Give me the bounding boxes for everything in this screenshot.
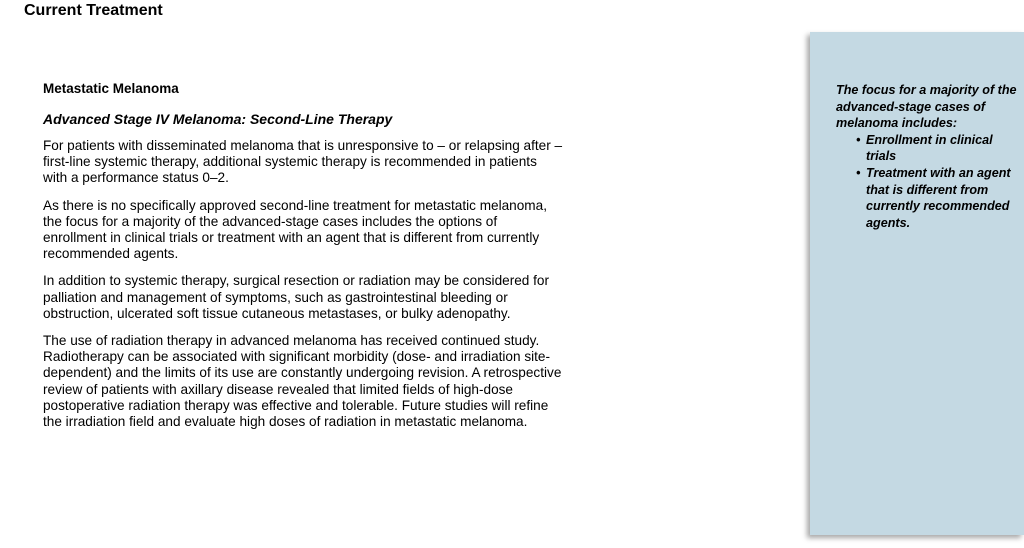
paragraph-first-line-unresponsive: For patients with disseminated melanoma that is unresponsive to – or relapsing after – first-line systemic therapy, additional systemic therapy is recommended in patients with a performance status 0–2. xyxy=(43,138,563,186)
main-content xyxy=(43,80,563,441)
section-heading: Metastatic Melanoma xyxy=(43,81,179,96)
callout-text xyxy=(836,82,1018,231)
callout-item-label: Treatment with an agent that is different from currently recommended agents. xyxy=(866,165,1011,230)
callout-list xyxy=(836,132,1018,232)
page-title: Current Treatment xyxy=(24,2,163,19)
paragraph-radiation-therapy: The use of radiation therapy in advanced melanoma has received continued study. Radiotherapy can be associated with significant morbidity (dose- and irradiation site-dependent) and the limits of its use are constantly undergoing revision. A retrospective review of patients with axillary disease revealed that limited fields of high-dose postoperative radiation therapy was effective and tolerable. Future studies will refine the irradiation field and evaluate high doses of radiation in metastatic melanoma. xyxy=(43,333,562,430)
callout-list-item xyxy=(856,132,1018,165)
callout-item-label: Enrollment in clinical trials xyxy=(866,132,993,164)
bullet-icon: • xyxy=(856,132,861,147)
callout-list-item xyxy=(856,165,1018,231)
bullet-icon: • xyxy=(856,165,861,180)
subheading: Advanced Stage IV Melanoma: Second-Line Therapy xyxy=(43,111,393,127)
paragraph-second-line-options: As there is no specifically approved second-line treatment for metastatic melanoma, the focus for a majority of the advanced-stage cases includes the options of enrollment in clinical trials or treatment with an agent that is different from currently recommended agents. xyxy=(43,197,547,262)
paragraph-palliation: In addition to systemic therapy, surgical resection or radiation may be considered for palliation and management of symptoms, such as gastrointestinal bleeding or obstruction, ulcerated soft tissue cutaneous metastases, or bulky adenopathy. xyxy=(43,273,549,321)
callout-intro: The focus for a majority of the advanced-stage cases of melanoma includes: xyxy=(836,83,1017,131)
callout-box xyxy=(810,32,1024,535)
